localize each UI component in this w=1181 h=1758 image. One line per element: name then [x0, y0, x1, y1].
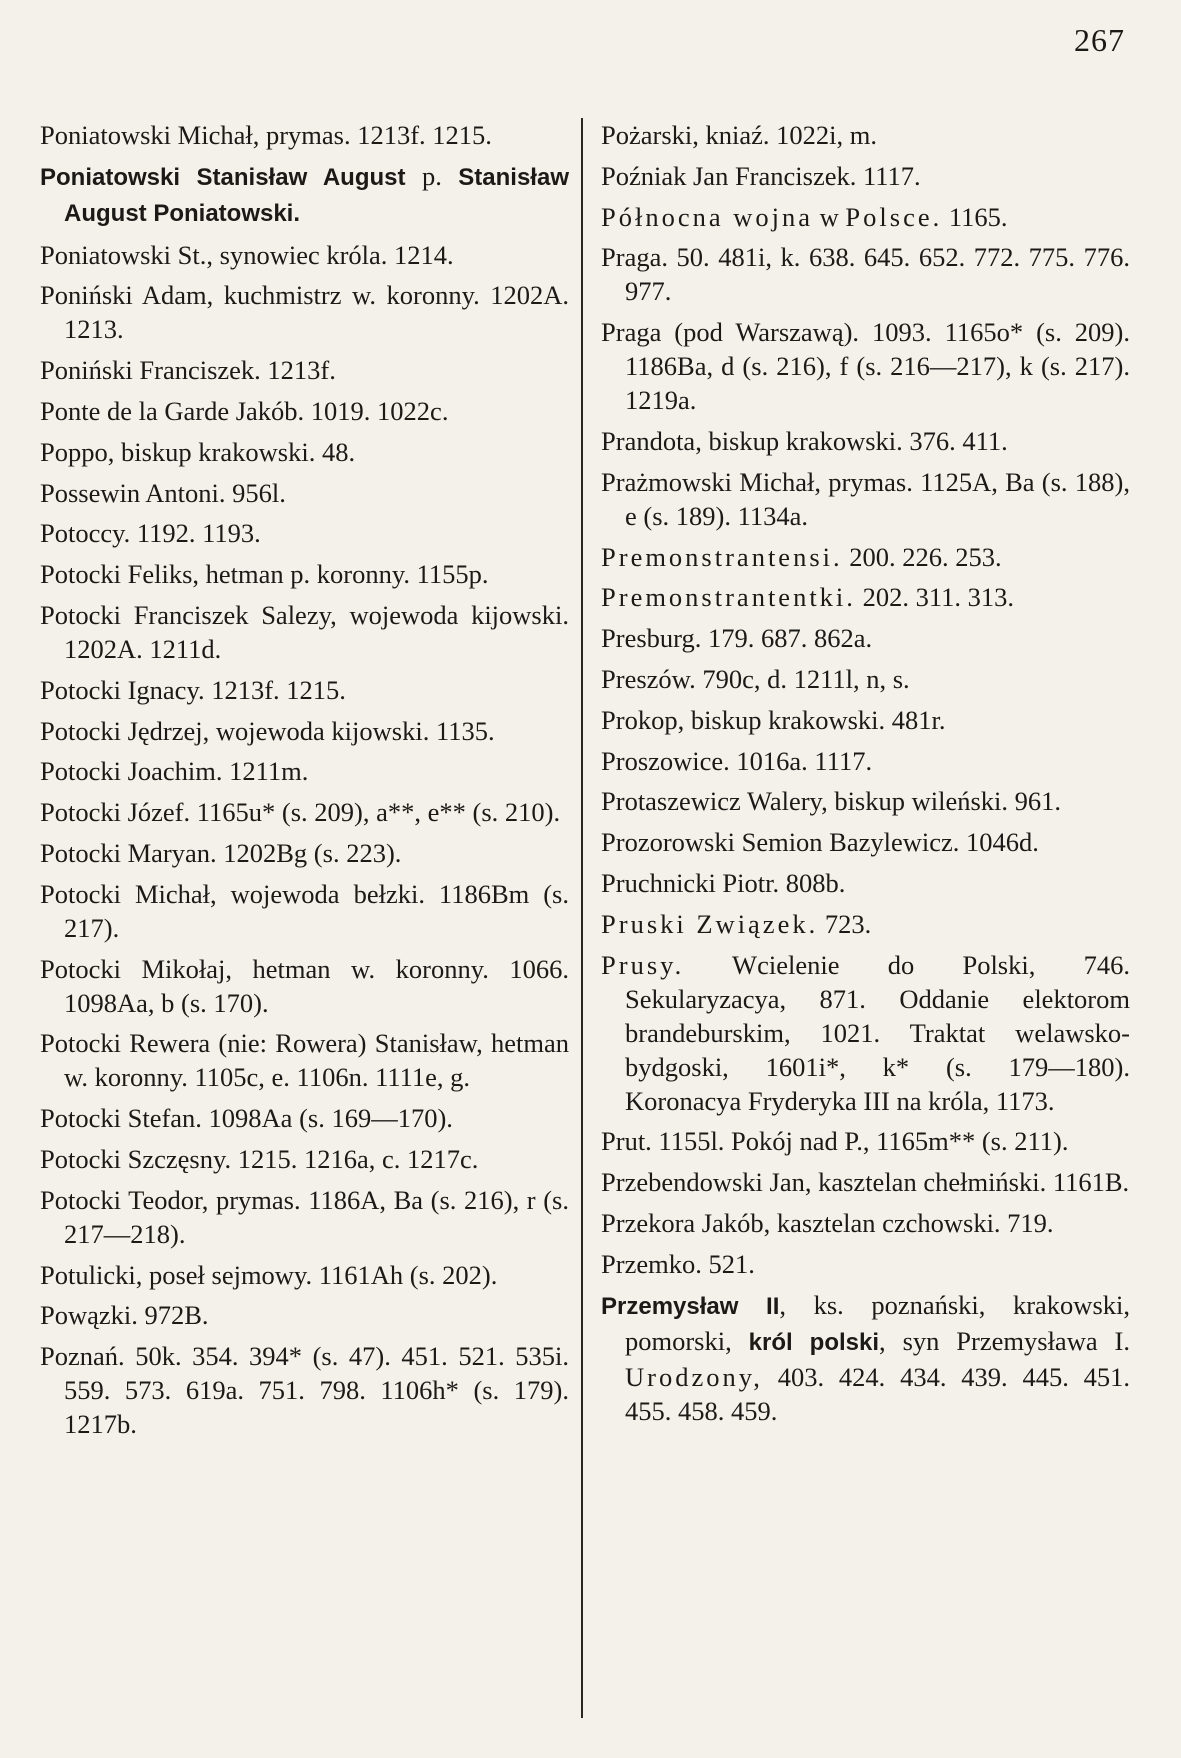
- entry-text: Potocki Mikołaj, hetman w. koronny. 1066. 1098Aa, b (s. 170).: [40, 953, 569, 1018]
- left-column: [40, 118, 581, 1718]
- entry-text: 723.: [818, 908, 872, 939]
- index-entry: [601, 621, 1130, 655]
- bold-term: Poniatowski Stanisław August: [40, 163, 406, 191]
- entry-text: Potocki Rewera (nie: Rowera) Stanisław, hetman w. koronny. 1105c, e. 1106n. 1111e, g.: [40, 1028, 569, 1093]
- entry-text: w: [813, 201, 846, 232]
- entry-text: Prut. 1155l. Pokój nad P., 1165m** (s. 211).: [601, 1126, 1069, 1157]
- entry-text: Przekora Jakób, kasztelan czchowski. 719.: [601, 1207, 1054, 1238]
- entry-text: p.: [405, 160, 459, 191]
- index-entry: [40, 952, 569, 1020]
- entry-text: 1165.: [942, 201, 1008, 232]
- entry-text: Potoccy. 1192. 1193.: [40, 518, 261, 549]
- entry-text: Potocki Feliks, hetman p. koronny. 1155p.: [40, 559, 489, 590]
- entry-text: Prokop, biskup krakowski. 481r.: [601, 704, 946, 735]
- entry-text: Prandota, biskup krakowski. 376. 411.: [601, 425, 1008, 456]
- entry-text: Potocki Józef. 1165u* (s. 209), a**, e** (s. 210).: [40, 797, 561, 828]
- entry-text: , ks. poznański, krakowski, pomorski,: [625, 1289, 1130, 1356]
- index-entry: [601, 703, 1130, 737]
- index-entry: [40, 118, 569, 152]
- entry-text: Proszowice. 1016a. 1117.: [601, 745, 873, 776]
- entry-text: 202. 311. 313.: [855, 582, 1014, 613]
- spaced-term: Pruski Związek.: [601, 908, 819, 939]
- entry-text: Poznań. 50k. 354. 394* (s. 47). 451. 521. 535i. 559. 573. 619a. 751. 798. 1106h* (s. 179). 1217b.: [40, 1341, 569, 1440]
- index-entry: [40, 278, 569, 346]
- entry-text: Pruchnicki Piotr. 808b.: [601, 867, 846, 898]
- index-entry: [601, 315, 1130, 417]
- index-entry: [40, 598, 569, 666]
- index-entry: [40, 1183, 569, 1251]
- entry-text: Ponte de la Garde Jakób. 1019. 1022c.: [40, 395, 449, 426]
- index-entry: [601, 1288, 1130, 1428]
- index-entry: [40, 1339, 569, 1441]
- page-number: 267: [1074, 22, 1125, 58]
- index-entry: [601, 424, 1130, 458]
- index-entry: [40, 1101, 569, 1135]
- entry-text: Potocki Joachim. 1211m.: [40, 756, 309, 787]
- index-entry: [40, 159, 569, 231]
- index-entry: [40, 877, 569, 945]
- entry-text: Potocki Szczęsny. 1215. 1216a, c. 1217c.: [40, 1143, 479, 1174]
- index-columns: [40, 118, 1130, 1718]
- entry-text: Praga (pod Warszawą). 1093. 1165o* (s. 209). 1186Ba, d (s. 216), f (s. 216—217), k (s. 217). 1219a.: [601, 317, 1130, 416]
- bold-term: Stanisław August Poniatowski.: [64, 163, 569, 227]
- entry-text: Pożarski, kniaź. 1022i, m.: [601, 120, 877, 150]
- spaced-term: Premonstrantensi.: [601, 541, 843, 572]
- index-entry: [601, 866, 1130, 900]
- entry-text: , syn Przemysława I.: [879, 1325, 1130, 1356]
- entry-text: Presburg. 179. 687. 862a.: [601, 623, 873, 654]
- index-entry: [601, 1206, 1130, 1240]
- index-entry: [601, 948, 1130, 1118]
- entry-text: Potocki Ignacy. 1213f. 1215.: [40, 674, 346, 705]
- spaced-term: Północna wojna: [601, 201, 814, 232]
- entry-text: 403. 424. 434. 439. 445. 451. 455. 458. 459.: [625, 1361, 1130, 1426]
- spaced-term: Polsce.: [845, 201, 943, 232]
- index-entry: [601, 159, 1130, 193]
- index-entry: [601, 825, 1130, 859]
- index-entry: [40, 516, 569, 550]
- index-entry: [601, 1247, 1130, 1281]
- entry-text: Przemko. 521.: [601, 1248, 755, 1279]
- index-entry: [40, 1142, 569, 1176]
- index-entry: [601, 465, 1130, 533]
- index-entry: [601, 580, 1130, 614]
- index-entry: [40, 1026, 569, 1094]
- entry-text: Poniatowski Michał, prymas. 1213f. 1215.: [40, 120, 492, 150]
- index-entry: [601, 1124, 1130, 1158]
- entry-text: Potocki Maryan. 1202Bg (s. 223).: [40, 837, 402, 868]
- entry-text: Wcielenie do Polski, 746. Sekularyzacya, 871. Oddanie elektorom brandeburskim, 1021. Traktat welawsko-bydgoski, 1601i*, k* (s. 179—180). Koronacya Fryderyka III na króla, 1173.: [625, 949, 1130, 1116]
- bold-term: Przemysław II: [601, 1292, 780, 1320]
- index-entry: [40, 394, 569, 428]
- spaced-term: Premonstrantentki.: [601, 582, 856, 613]
- entry-text: Prażmowski Michał, prymas. 1125A, Ba (s. 188), e (s. 189). 1134a.: [601, 466, 1130, 531]
- entry-text: Poniatowski St., synowiec króla. 1214.: [40, 239, 454, 270]
- index-entry: [40, 1258, 569, 1292]
- entry-text: Possewin Antoni. 956l.: [40, 477, 286, 508]
- entry-text: Praga. 50. 481i, k. 638. 645. 652. 772. 775. 776. 977.: [601, 242, 1130, 307]
- entry-text: Poniński Franciszek. 1213f.: [40, 355, 336, 386]
- index-entry: [40, 754, 569, 788]
- index-entry: [40, 673, 569, 707]
- entry-text: Poniński Adam, kuchmistrz w. koronny. 1202A. 1213.: [40, 280, 569, 345]
- index-entry: [601, 662, 1130, 696]
- index-entry: [40, 714, 569, 748]
- index-entry: [601, 240, 1130, 308]
- index-entry: [601, 540, 1130, 574]
- spaced-term: Prusy.: [601, 949, 685, 980]
- index-entry: [601, 200, 1130, 234]
- index-entry: [601, 907, 1130, 941]
- entry-text: Potocki Franciszek Salezy, wojewoda kijowski. 1202A. 1211d.: [40, 599, 569, 664]
- entry-text: Potocki Michał, wojewoda bełzki. 1186Bm (s. 217).: [40, 878, 569, 943]
- index-entry: [40, 435, 569, 469]
- entry-text: Potocki Stefan. 1098Aa (s. 169—170).: [40, 1103, 453, 1134]
- index-entry: [40, 238, 569, 272]
- entry-text: 200. 226. 253.: [842, 541, 1002, 572]
- index-entry: [601, 744, 1130, 778]
- entry-text: Przebendowski Jan, kasztelan chełmiński. 1161B.: [601, 1167, 1130, 1198]
- entry-text: Poppo, biskup krakowski. 48.: [40, 436, 356, 467]
- entry-text: Potocki Teodor, prymas. 1186A, Ba (s. 216), r (s. 217—218).: [40, 1184, 569, 1249]
- index-entry: [601, 784, 1130, 818]
- index-entry: [40, 1298, 569, 1332]
- entry-text: Poźniak Jan Franciszek. 1117.: [601, 160, 921, 191]
- index-entry: [40, 557, 569, 591]
- index-entry: [601, 1165, 1130, 1199]
- index-entry: [40, 795, 569, 829]
- entry-text: Preszów. 790c, d. 1211l, n, s.: [601, 663, 910, 694]
- entry-text: Powązki. 972B.: [40, 1300, 209, 1331]
- index-entry: [40, 353, 569, 387]
- entry-text: Prozorowski Semion Bazylewicz. 1046d.: [601, 827, 1039, 858]
- spaced-term: Urodzony,: [625, 1361, 763, 1392]
- index-entry: [40, 836, 569, 870]
- index-entry: [40, 476, 569, 510]
- entry-text: Potulicki, poseł sejmowy. 1161Ah (s. 202).: [40, 1259, 498, 1290]
- entry-text: Potocki Jędrzej, wojewoda kijowski. 1135.: [40, 715, 495, 746]
- index-entry: [601, 118, 1130, 152]
- bold-term: król polski: [748, 1328, 880, 1356]
- right-column: [581, 118, 1130, 1718]
- entry-text: Protaszewicz Walery, biskup wileński. 961.: [601, 786, 1062, 817]
